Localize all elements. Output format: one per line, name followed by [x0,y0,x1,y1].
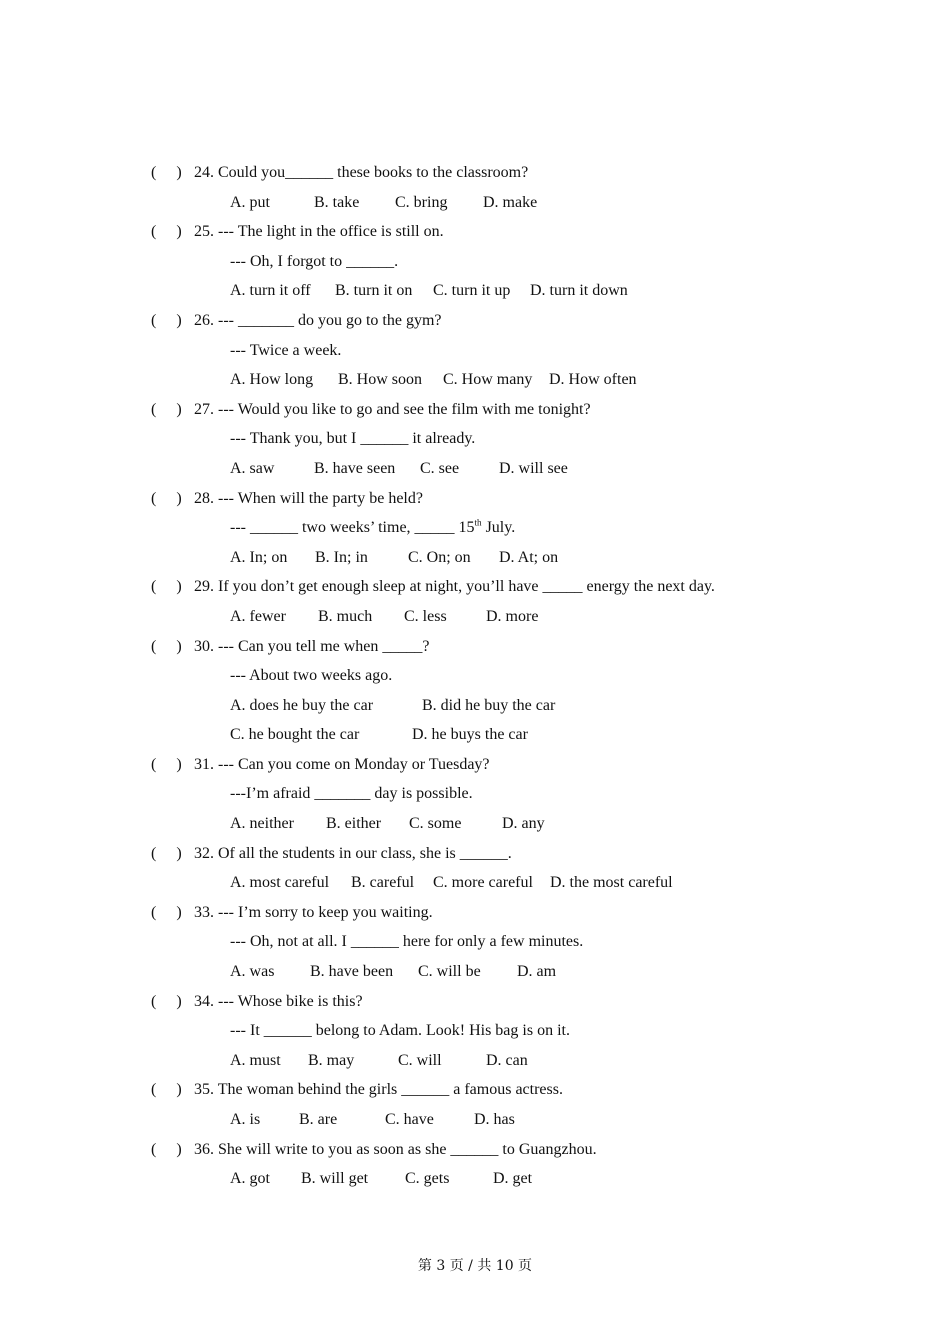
question-28 [0,484,950,573]
option-b[interactable]: B. have been [310,963,394,981]
question-text [194,395,591,425]
dialogue-text: ---I’m afraid _______ day is possible. [230,785,473,803]
question-text [194,484,423,514]
question-text [194,1135,597,1165]
options-row [0,543,950,573]
dialogue-text: --- It ______ belong to Adam. Look! His bag is on it. [230,1022,570,1040]
option-d[interactable]: D. any [502,815,545,833]
question-24 [0,158,950,217]
dialogue-text-after: July. [481,519,516,537]
question-number: 27. [194,400,214,418]
option-d[interactable]: D. can [486,1051,528,1069]
option-d[interactable]: D. get [493,1170,533,1188]
option-b[interactable]: B. may [308,1051,355,1069]
answer-blank[interactable]: ( ) [151,903,182,921]
question-line [0,306,950,336]
question-number: 26. [194,311,214,329]
option-a[interactable]: A. turn it off [230,282,311,300]
question-26 [0,306,950,395]
option-a[interactable]: A. put [230,193,270,211]
options-row [0,276,950,306]
option-c[interactable]: C. he bought the car [230,726,360,744]
dialogue-text: --- Oh, I forgot to ______. [230,252,399,270]
option-c[interactable]: C. will [398,1051,442,1069]
question-text [194,1075,563,1105]
question-line [0,898,950,928]
answer-blank[interactable]: ( ) [151,489,182,507]
dialogue-line [0,424,950,454]
option-c[interactable]: C. gets [405,1170,450,1188]
question-text [194,898,433,928]
option-b[interactable]: B. have seen [314,459,396,477]
question-stem: Could you______ these books to the classroom? [218,164,529,181]
dialogue-text: --- Oh, not at all. I ______ here for only a few minutes. [230,933,584,951]
answer-blank[interactable]: ( ) [151,223,182,241]
question-line [0,1135,950,1165]
option-a[interactable]: A. saw [230,459,275,477]
option-d[interactable]: D. the most careful [550,874,673,892]
question-number: 32. [194,844,214,862]
page-footer: 第 3 页 / 共 10 页 [417,1258,533,1274]
options-row [0,454,950,484]
options-row [0,720,950,750]
answer-blank[interactable]: ( ) [151,1081,182,1099]
dialogue-text [230,513,515,543]
question-30 [0,632,950,750]
answer-blank[interactable]: ( ) [151,755,182,773]
answer-blank[interactable]: ( ) [151,578,182,596]
dialogue-line [0,779,950,809]
answer-blank[interactable]: ( ) [151,844,182,862]
question-line [0,750,950,780]
options-row [0,691,950,721]
option-c[interactable]: C. will be [418,963,481,981]
dialogue-line [0,247,950,277]
option-c[interactable]: C. see [420,459,460,477]
question-stem: --- _______ do you go to the gym? [218,311,442,329]
options-row [0,1105,950,1135]
option-a[interactable]: A. was [230,963,275,981]
options-row [0,188,950,218]
answer-blank[interactable]: ( ) [151,311,182,329]
question-33 [0,898,950,987]
question-number: 36. [194,1140,214,1158]
option-b[interactable]: B. much [318,607,373,625]
option-a[interactable]: A. In; on [230,548,288,566]
option-a[interactable]: A. must [230,1051,281,1069]
options-row [0,809,950,839]
options-row [0,868,950,898]
question-text [194,158,528,188]
question-line [0,1075,950,1105]
dialogue-line [0,336,950,366]
option-c[interactable]: C. some [409,815,462,833]
answer-blank[interactable]: ( ) [151,992,182,1010]
option-c[interactable]: C. bring [395,193,448,211]
option-b[interactable]: B. In; in [315,548,368,566]
options-row [0,1046,950,1076]
option-c[interactable]: C. less [404,607,447,625]
question-stem: --- Whose bike is this? [218,992,363,1010]
option-a[interactable]: A. is [230,1111,261,1128]
option-d[interactable]: D. turn it down [530,282,628,300]
option-a[interactable]: A. How long [230,371,314,389]
option-a[interactable]: A. got [230,1170,270,1188]
question-text [194,750,490,780]
ordinal-suffix: th [474,517,482,528]
option-b[interactable]: B. either [326,815,382,833]
question-stem: She will write to you as soon as she ______ to Guangzhou. [218,1140,597,1158]
question-line [0,572,950,602]
question-text [194,217,444,247]
question-stem: Of all the students in our class, she is ______. [218,844,512,862]
question-35 [0,1075,950,1134]
question-text [194,987,363,1017]
option-d[interactable]: D. am [517,963,557,981]
question-text [194,632,430,662]
option-c[interactable]: C. On; on [408,548,471,566]
option-b[interactable]: B. will get [301,1170,369,1188]
question-text [194,306,442,336]
question-stem: --- Can you come on Monday or Tuesday? [218,755,490,773]
question-number: 34. [194,992,214,1010]
question-text [194,572,715,602]
question-stem: --- Would you like to go and see the film with me tonight? [218,400,591,418]
option-b[interactable]: B. turn it on [335,282,413,300]
option-a[interactable]: A. does he buy the car [230,696,374,714]
option-c[interactable]: C. turn it up [433,282,511,300]
dialogue-line [0,927,950,957]
question-stem: If you don’t get enough sleep at night, you’ll have _____ energy the next day. [218,578,715,596]
options-row [0,957,950,987]
option-d[interactable]: D. How often [549,371,637,389]
option-b[interactable]: B. are [299,1111,338,1128]
option-d[interactable]: D. has [474,1111,515,1128]
option-b[interactable]: B. How soon [338,371,423,389]
dialogue-line [0,1016,950,1046]
answer-blank[interactable]: ( ) [151,637,182,655]
option-c[interactable]: C. more careful [433,874,533,892]
dialogue-text: --- About two weeks ago. [230,667,393,685]
question-25 [0,217,950,306]
options-row [0,602,950,632]
question-29 [0,572,950,631]
question-32 [0,839,950,898]
question-list [0,158,950,1194]
options-row [0,365,950,395]
question-number: 25. [194,223,214,241]
dialogue-text-before: --- ______ two weeks’ time, _____ 15 [230,519,475,537]
question-number: 35. [194,1081,214,1099]
question-36 [0,1135,950,1194]
question-stem: --- Can you tell me when _____? [218,637,430,655]
options-row [0,1164,950,1194]
option-d[interactable]: D. will see [499,459,568,477]
option-d[interactable]: D. At; on [499,548,559,566]
option-d[interactable]: D. more [486,607,539,625]
question-line [0,217,950,247]
dialogue-text: --- Thank you, but I ______ it already. [230,430,476,448]
question-number: 31. [194,755,214,773]
question-line [0,395,950,425]
question-line [0,632,950,662]
option-a[interactable]: A. neither [230,815,294,833]
dialogue-text: --- Twice a week. [230,341,342,359]
question-stem: --- I’m sorry to keep you waiting. [218,903,433,921]
option-c[interactable]: C. have [385,1111,434,1128]
answer-blank[interactable]: ( ) [151,1140,182,1158]
option-c[interactable]: C. How many [443,371,533,389]
question-line [0,839,950,869]
question-stem: --- The light in the office is still on. [218,223,444,241]
question-31 [0,750,950,839]
dialogue-line [0,513,950,543]
question-stem: --- When will the party be held? [218,489,423,507]
question-stem: The woman behind the girls ______ a famous actress. [217,1081,563,1099]
question-line [0,987,950,1017]
option-a[interactable]: A. most careful [230,874,330,892]
answer-blank[interactable]: ( ) [151,400,182,418]
dialogue-line [0,661,950,691]
question-number: 29. [194,578,214,596]
question-number: 30. [194,637,214,655]
option-b[interactable]: B. take [314,193,360,211]
question-line [0,484,950,514]
option-d[interactable]: D. make [483,193,538,211]
question-34 [0,987,950,1076]
option-b[interactable]: B. did he buy the car [422,696,556,714]
option-a[interactable]: A. fewer [230,607,286,625]
question-number: 28. [194,489,214,507]
option-d[interactable]: D. he buys the car [412,726,528,744]
question-27 [0,395,950,484]
question-number: 33. [194,903,214,921]
question-line [0,158,950,188]
answer-blank[interactable]: ( ) [151,164,182,181]
option-b[interactable]: B. careful [351,874,415,892]
question-text [194,839,512,869]
question-number: 24. [194,164,214,181]
